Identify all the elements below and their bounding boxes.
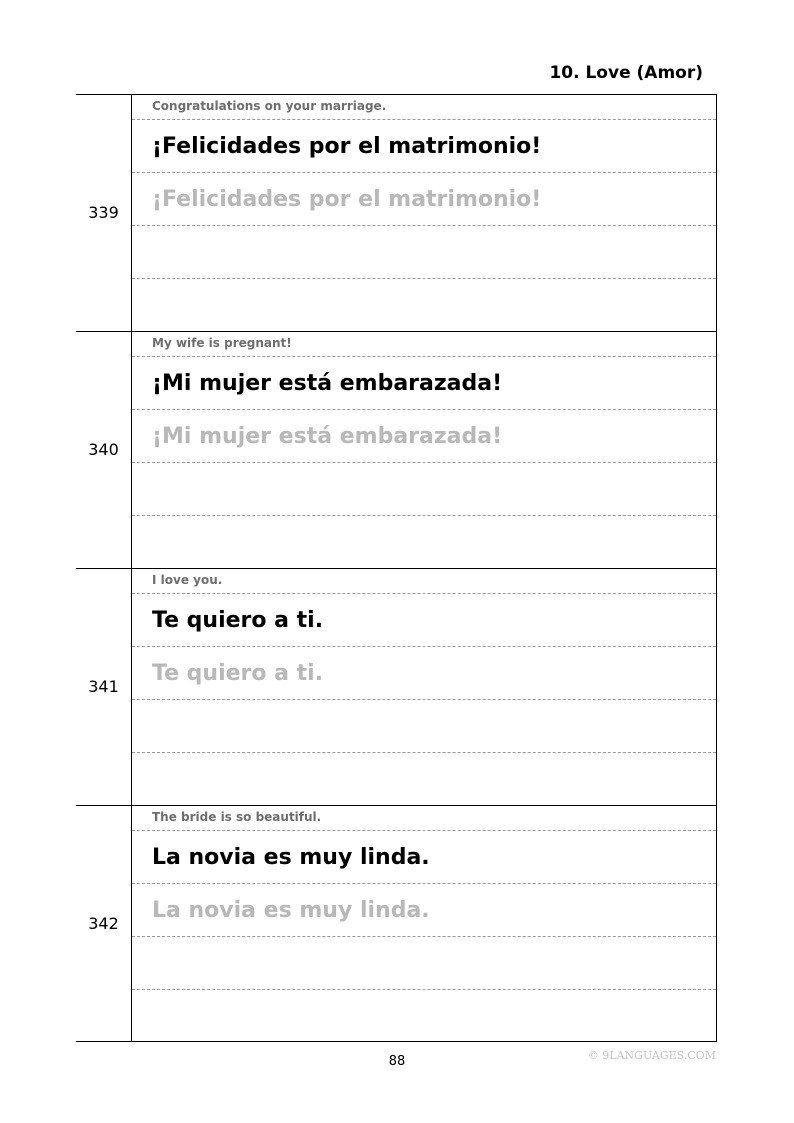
practice-entry <box>76 331 717 568</box>
page-number: 88 <box>388 1054 406 1069</box>
english-hint: My wife is pregnant! <box>152 336 292 350</box>
guide-line <box>132 172 716 173</box>
english-hint: Congratulations on your marriage. <box>152 99 387 113</box>
guide-line <box>132 119 716 120</box>
practice-sheet <box>76 94 717 1042</box>
guide-line <box>132 989 716 990</box>
writing-lines <box>132 805 716 1042</box>
copyright-watermark: © 9LANGUAGES.COM <box>587 1049 716 1062</box>
tracing-phrase: ¡Mi mujer está embarazada! <box>152 424 503 449</box>
guide-line <box>132 409 716 410</box>
spanish-phrase: Te quiero a ti. <box>152 608 324 633</box>
english-hint: I love you. <box>152 573 223 587</box>
practice-entry <box>76 94 717 331</box>
tracing-phrase: La novia es muy linda. <box>152 898 430 923</box>
guide-line <box>132 936 716 937</box>
spanish-phrase: La novia es muy linda. <box>152 845 430 870</box>
writing-lines <box>132 568 716 805</box>
guide-line <box>132 593 716 594</box>
writing-lines <box>132 94 716 331</box>
sheet-bottom-border <box>76 1041 717 1042</box>
tracing-phrase: Te quiero a ti. <box>152 661 324 686</box>
guide-line <box>132 225 716 226</box>
guide-line <box>132 462 716 463</box>
tracing-phrase: ¡Felicidades por el matrimonio! <box>152 187 542 212</box>
guide-line <box>132 515 716 516</box>
spanish-phrase: ¡Mi mujer está embarazada! <box>152 371 503 396</box>
guide-line <box>132 356 716 357</box>
writing-lines <box>132 331 716 568</box>
entry-number: 341 <box>88 677 119 696</box>
guide-line <box>132 646 716 647</box>
practice-entry <box>76 805 717 1042</box>
entry-number: 342 <box>88 914 119 933</box>
guide-line <box>132 278 716 279</box>
guide-line <box>132 830 716 831</box>
guide-line <box>132 883 716 884</box>
entry-number: 340 <box>88 440 119 459</box>
guide-line <box>132 699 716 700</box>
spanish-phrase: ¡Felicidades por el matrimonio! <box>152 134 542 159</box>
entry-number: 339 <box>88 203 119 222</box>
section-title: 10. Love (Amor) <box>549 63 703 83</box>
english-hint: The bride is so beautiful. <box>152 810 322 824</box>
practice-entry <box>76 568 717 805</box>
guide-line <box>132 752 716 753</box>
